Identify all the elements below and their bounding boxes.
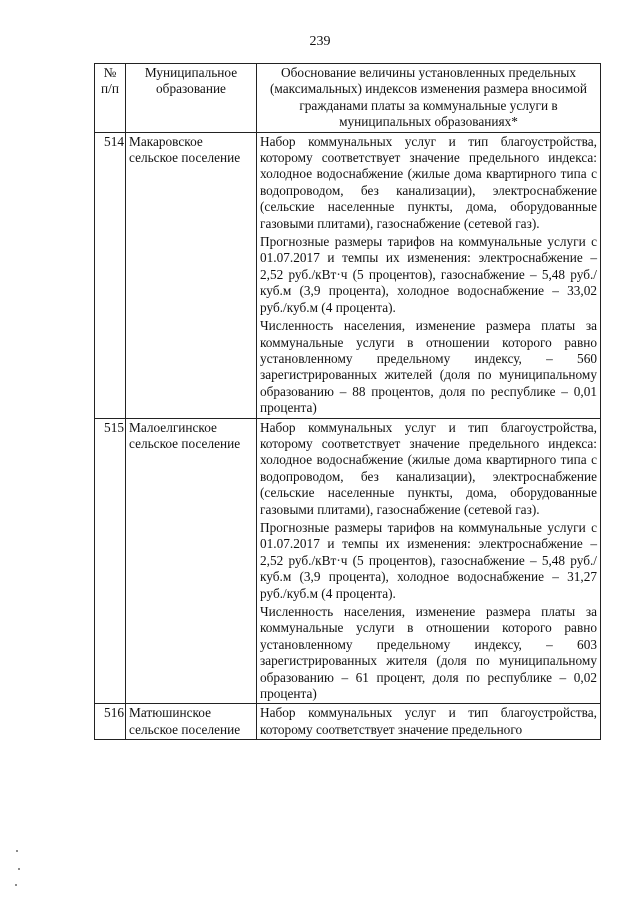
tariffs-paragraph: Прогнозные размеры тарифов на коммунальные услуги с 01.07.2017 и темпы их изменения: электроснабжение – 2,52 руб./кВт·ч (5 процентов), газоснабжение – 5,48 руб./куб.м (3,9 процента), холодное водоснабжение – 31,27 руб./куб.м (4 процента). [260,519,597,601]
table-header-row [95,64,601,133]
table-row [95,704,601,740]
scan-marks [14,850,22,890]
row-number: 516 [95,704,126,740]
row-number: 514 [95,132,126,418]
page-number: 239 [309,34,331,49]
services-paragraph: Набор коммунальных услуг и тип благоустройства, которому соответствует значение предельного индекса: холодное водоснабжение (жилые дома квартирного типа с водопроводом, без канализации), электроснабжение (сельские населенные пункты, дома, оборудованные газовыми плитами), газоснабжение (сетевой газ). [260,133,597,231]
table-row [95,418,601,704]
tariff-index-table [94,63,601,740]
table-row [95,132,601,418]
services-paragraph: Набор коммунальных услуг и тип благоустройства, которому соответствует значение предельного [260,705,597,737]
justification-cell [257,418,601,704]
justification-cell [257,132,601,418]
municipality-name: Матюшинское сельское поселение [126,704,257,740]
population-paragraph: Численность населения, изменение размера платы за коммунальные услуги в отношении которого равно установленному предельному индексу, – 603 зарегистрированных жителя (доля по муниципальному образованию – 61 процент, доля по республике – 0,02 процента) [260,604,597,702]
municipality-name: Малоелгинское сельское поселение [126,418,257,704]
tariffs-paragraph: Прогнозные размеры тарифов на коммунальные услуги с 01.07.2017 и темпы их изменения: электроснабжение – 2,52 руб./кВт·ч (5 процентов), газоснабжение – 5,48 руб./куб.м (3,9 процента), холодное водоснабжение – 33,02 руб./куб.м (4 процента). [260,234,597,315]
justification-cell [257,704,601,740]
municipality-name: Макаровское сельское поселение [126,132,257,418]
population-paragraph: Численность населения, изменение размера платы за коммунальные услуги в отношении которого равно установленному предельному индексу, – 560 зарегистрированных жителей (доля по муниципальному образованию – 88 процентов, доля по республике – 0,01 процента) [260,318,597,416]
row-number: 515 [95,418,126,704]
header-justification: Обоснование величины установленных предельных (максимальных) индексов изменения размера вносимой гражданами платы за коммунальные услуги в муниципальных образованиях* [257,64,601,133]
header-number: № п/п [95,64,126,133]
services-paragraph: Набор коммунальных услуг и тип благоустройства, которому соответствует значение предельного индекса: холодное водоснабжение (жилые дома квартирного типа с водопроводом, без канализации), электроснабжение (сельские населенные пункты, дома, оборудованные газовыми плитами), газоснабжение (сетевой газ). [260,419,597,517]
header-municipality: Муниципальное образование [126,64,257,133]
